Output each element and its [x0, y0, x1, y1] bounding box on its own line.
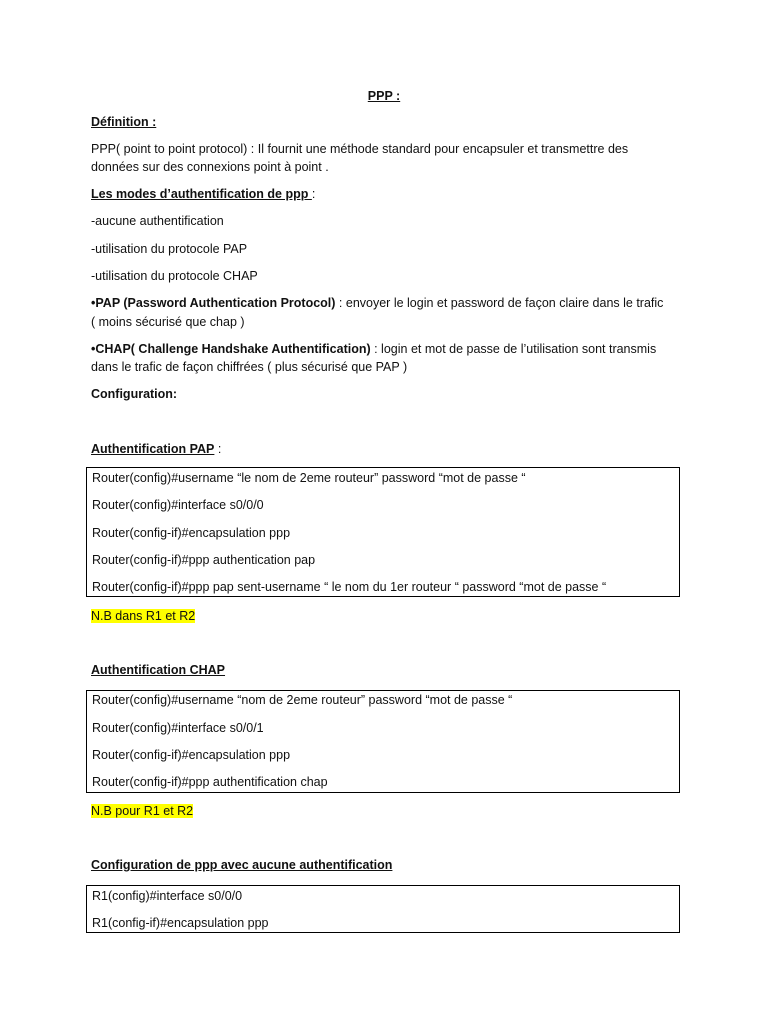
auth-mode-item: -utilisation du protocole CHAP — [91, 269, 258, 283]
chap-note: N.B pour R1 et R2 — [91, 804, 194, 818]
configuration-label: Configuration: — [91, 387, 178, 401]
command-line: Router(config)#username “nom de 2eme routeur” password “mot de passe “ — [92, 693, 513, 707]
command-line: Router(config-if)#ppp authentification chap — [92, 775, 328, 789]
pap-note: N.B dans R1 et R2 — [91, 609, 196, 623]
page-title: PPP : — [367, 89, 401, 103]
auth-modes-heading-suffix: : — [311, 187, 316, 201]
pap-definition-line-1 — [91, 294, 663, 312]
noauth-section-heading: Configuration de ppp avec aucune authentification — [91, 858, 393, 872]
auth-modes-heading: Les modes d’authentification de ppp — [91, 187, 312, 201]
pap-section-heading-suffix: : — [214, 442, 222, 456]
command-line: R1(config-if)#encapsulation ppp — [92, 916, 269, 930]
command-line: Router(config-if)#encapsulation ppp — [92, 526, 291, 540]
chap-note-line — [91, 802, 193, 820]
command-line: Router(config)#interface s0/0/1 — [92, 721, 264, 735]
command-line: Router(config-if)#ppp pap sent-username “ le nom du 1er routeur “ password “mot de passe “ — [92, 580, 607, 594]
command-line: Router(config)#interface s0/0/0 — [92, 498, 264, 512]
pap-definition-text: : envoyer le login et password de façon claire dans le trafic — [335, 296, 664, 310]
chap-definition-text: : login et mot de passe de l’utilisation sont transmis — [370, 342, 657, 356]
chap-command-box — [86, 690, 680, 793]
chap-definition-label: •CHAP( Challenge Handshake Authentification) — [91, 342, 371, 356]
noauth-command-box — [86, 885, 680, 933]
auth-mode-item: -utilisation du protocole PAP — [91, 242, 248, 256]
definition-heading: Définition : — [91, 115, 157, 129]
pap-section-heading-line — [91, 440, 221, 458]
auth-mode-item: -aucune authentification — [91, 214, 224, 228]
chap-section-heading: Authentification CHAP — [91, 663, 226, 677]
pap-note-line — [91, 607, 195, 625]
auth-modes-heading-line — [91, 185, 315, 203]
chap-definition-line-1 — [91, 340, 656, 358]
command-line: Router(config)#username “le nom de 2eme routeur” password “mot de passe “ — [92, 471, 526, 485]
chap-definition-line-2: dans le trafic de façon chiffrées ( plus sécurisé que PAP ) — [91, 360, 408, 374]
pap-definition-label: •PAP (Password Authentication Protocol) — [91, 296, 336, 310]
command-line: R1(config)#interface s0/0/0 — [92, 889, 243, 903]
command-line: Router(config-if)#encapsulation ppp — [92, 748, 291, 762]
pap-definition-line-2: ( moins sécurisé que chap ) — [91, 315, 245, 329]
pap-section-heading: Authentification PAP — [91, 442, 215, 456]
definition-line-2: données sur des connexions point à point . — [91, 160, 329, 174]
definition-line-1: PPP( point to point protocol) : Il fournit une méthode standard pour encapsuler et transmettre des — [91, 142, 629, 156]
command-line: Router(config-if)#ppp authentication pap — [92, 553, 316, 567]
pap-command-box — [86, 467, 680, 597]
